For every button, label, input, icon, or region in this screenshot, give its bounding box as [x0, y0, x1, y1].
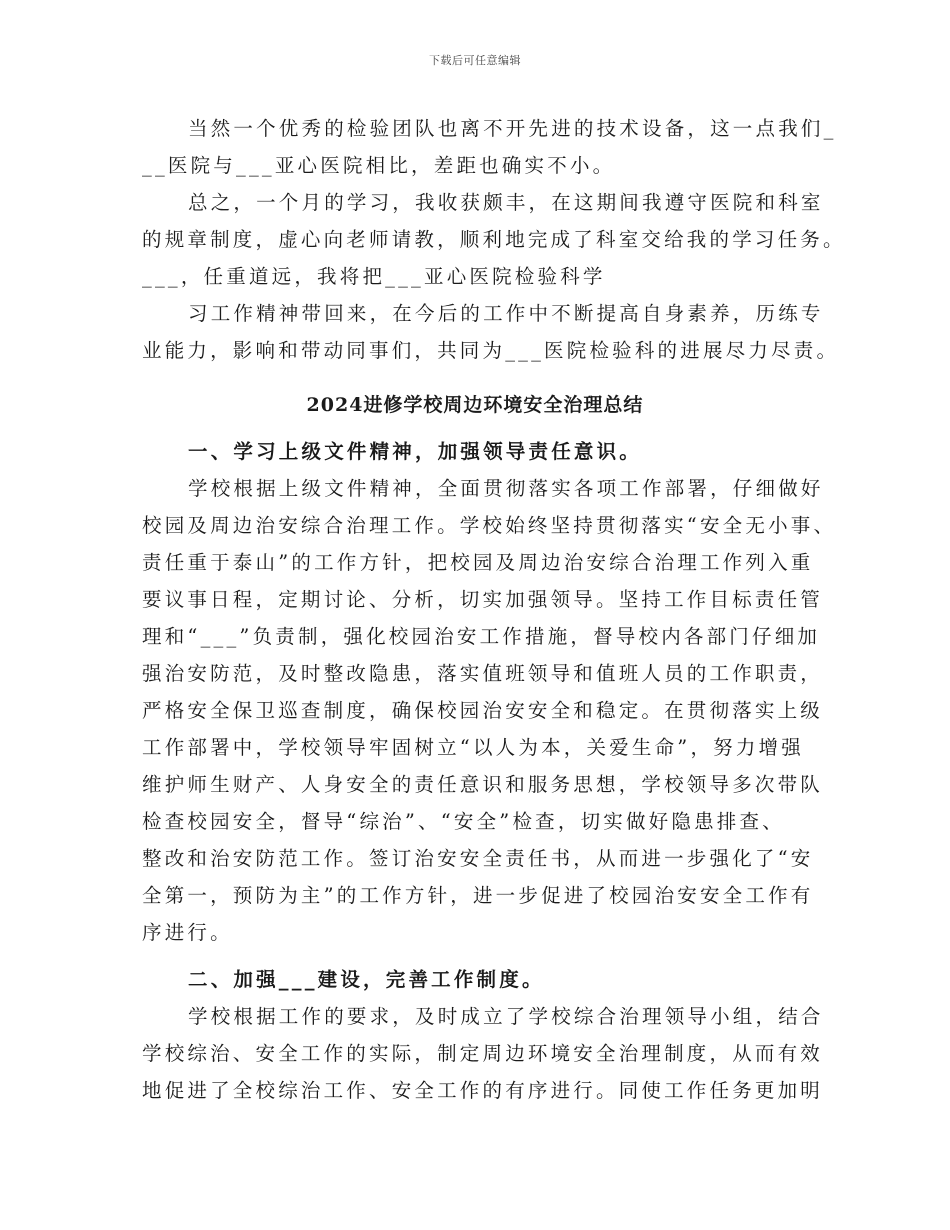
paragraph-line: 要议事日程，定期讨论、分析，切实加强领导。坚持工作目标责任管 — [142, 588, 824, 611]
paragraph-line: 检查校园安全，督导“综治”、“安全”检查，切实做好隐患排查、 — [142, 810, 785, 833]
paragraph-line: 责任重于泰山”的工作方针，把校园及周边治安综合治理工作列入重 — [142, 551, 814, 574]
page-header-note: 下载后可任意编辑 — [429, 54, 521, 67]
paragraph-line: 学校根据上级文件精神，全面贯彻落实各项工作部署，仔细做好 — [188, 477, 824, 500]
paragraph-line: 地促进了全校综治工作、安全工作的有序进行。同使工作任务更加明 — [142, 1079, 824, 1102]
paragraph-line: 维护师生财产、人身安全的责任意识和服务思想，学校领导多次带队 — [142, 773, 824, 796]
paragraph-line: 工作部署中，学校领导牢固树立“以人为本，关爱生命”，努力增强 — [142, 736, 804, 759]
paragraph-line: ___，任重道远，我将把___亚心医院检验科学 — [142, 265, 606, 288]
paragraph-line: 校园及周边治安综合治理工作。学校始终坚持贯彻落实“安全无小事、 — [142, 514, 837, 537]
paragraph-line: 的规章制度，虚心向老师请教，顺利地完成了科室交给我的学习任务。 — [142, 228, 846, 251]
paragraph-line: 严格安全保卫巡查制度，确保校园治安安全和稳定。在贯彻落实上级 — [142, 699, 824, 722]
paragraph-line: 理和“___”负责制，强化校园治安工作措施，督导校内各部门仔细加 — [142, 625, 821, 648]
paragraph-line: __医院与___亚心医院相比，差距也确实不小。 — [142, 154, 616, 177]
section-heading: 二、加强___建设，完善工作制度。 — [188, 968, 545, 991]
paragraph-line: 全第一，预防为主”的工作方针，进一步促进了校园治安安全工作有 — [142, 884, 814, 907]
paragraph-line: 当然一个优秀的检验团队也离不开先进的技术设备，这一点我们_ — [188, 117, 837, 140]
paragraph-line: 整改和治安防范工作。签订治安安全责任书，从而进一步强化了“安 — [142, 847, 814, 870]
paragraph-line: 强治安防范，及时整改隐患，落实值班领导和值班人员的工作职责， — [142, 662, 824, 685]
paragraph-line: 序进行。 — [142, 921, 233, 944]
paragraph-line: 学校综治、安全工作的实际，制定周边环境安全治理制度，从而有效 — [142, 1042, 824, 1065]
document-body — [142, 110, 846, 1109]
section-heading: 一、学习上级文件精神，加强领导责任意识。 — [188, 440, 643, 463]
paragraph-line: 总之，一个月的学习，我收获颇丰，在这期间我遵守医院和科室 — [188, 191, 824, 214]
paragraph-line: 习工作精神带回来，在今后的工作中不断提高自身素养，历练专 — [188, 302, 824, 325]
document-title: 2024进修学校周边环境安全治理总结 — [306, 394, 644, 416]
paragraph-line: 业能力，影响和带动同事们，共同为___医院检验科的进展尽力尽责。 — [142, 339, 840, 362]
spacer — [142, 951, 808, 961]
paragraph-line: 学校根据工作的要求，及时成立了学校综合治理领导小组，结合 — [188, 1005, 824, 1028]
